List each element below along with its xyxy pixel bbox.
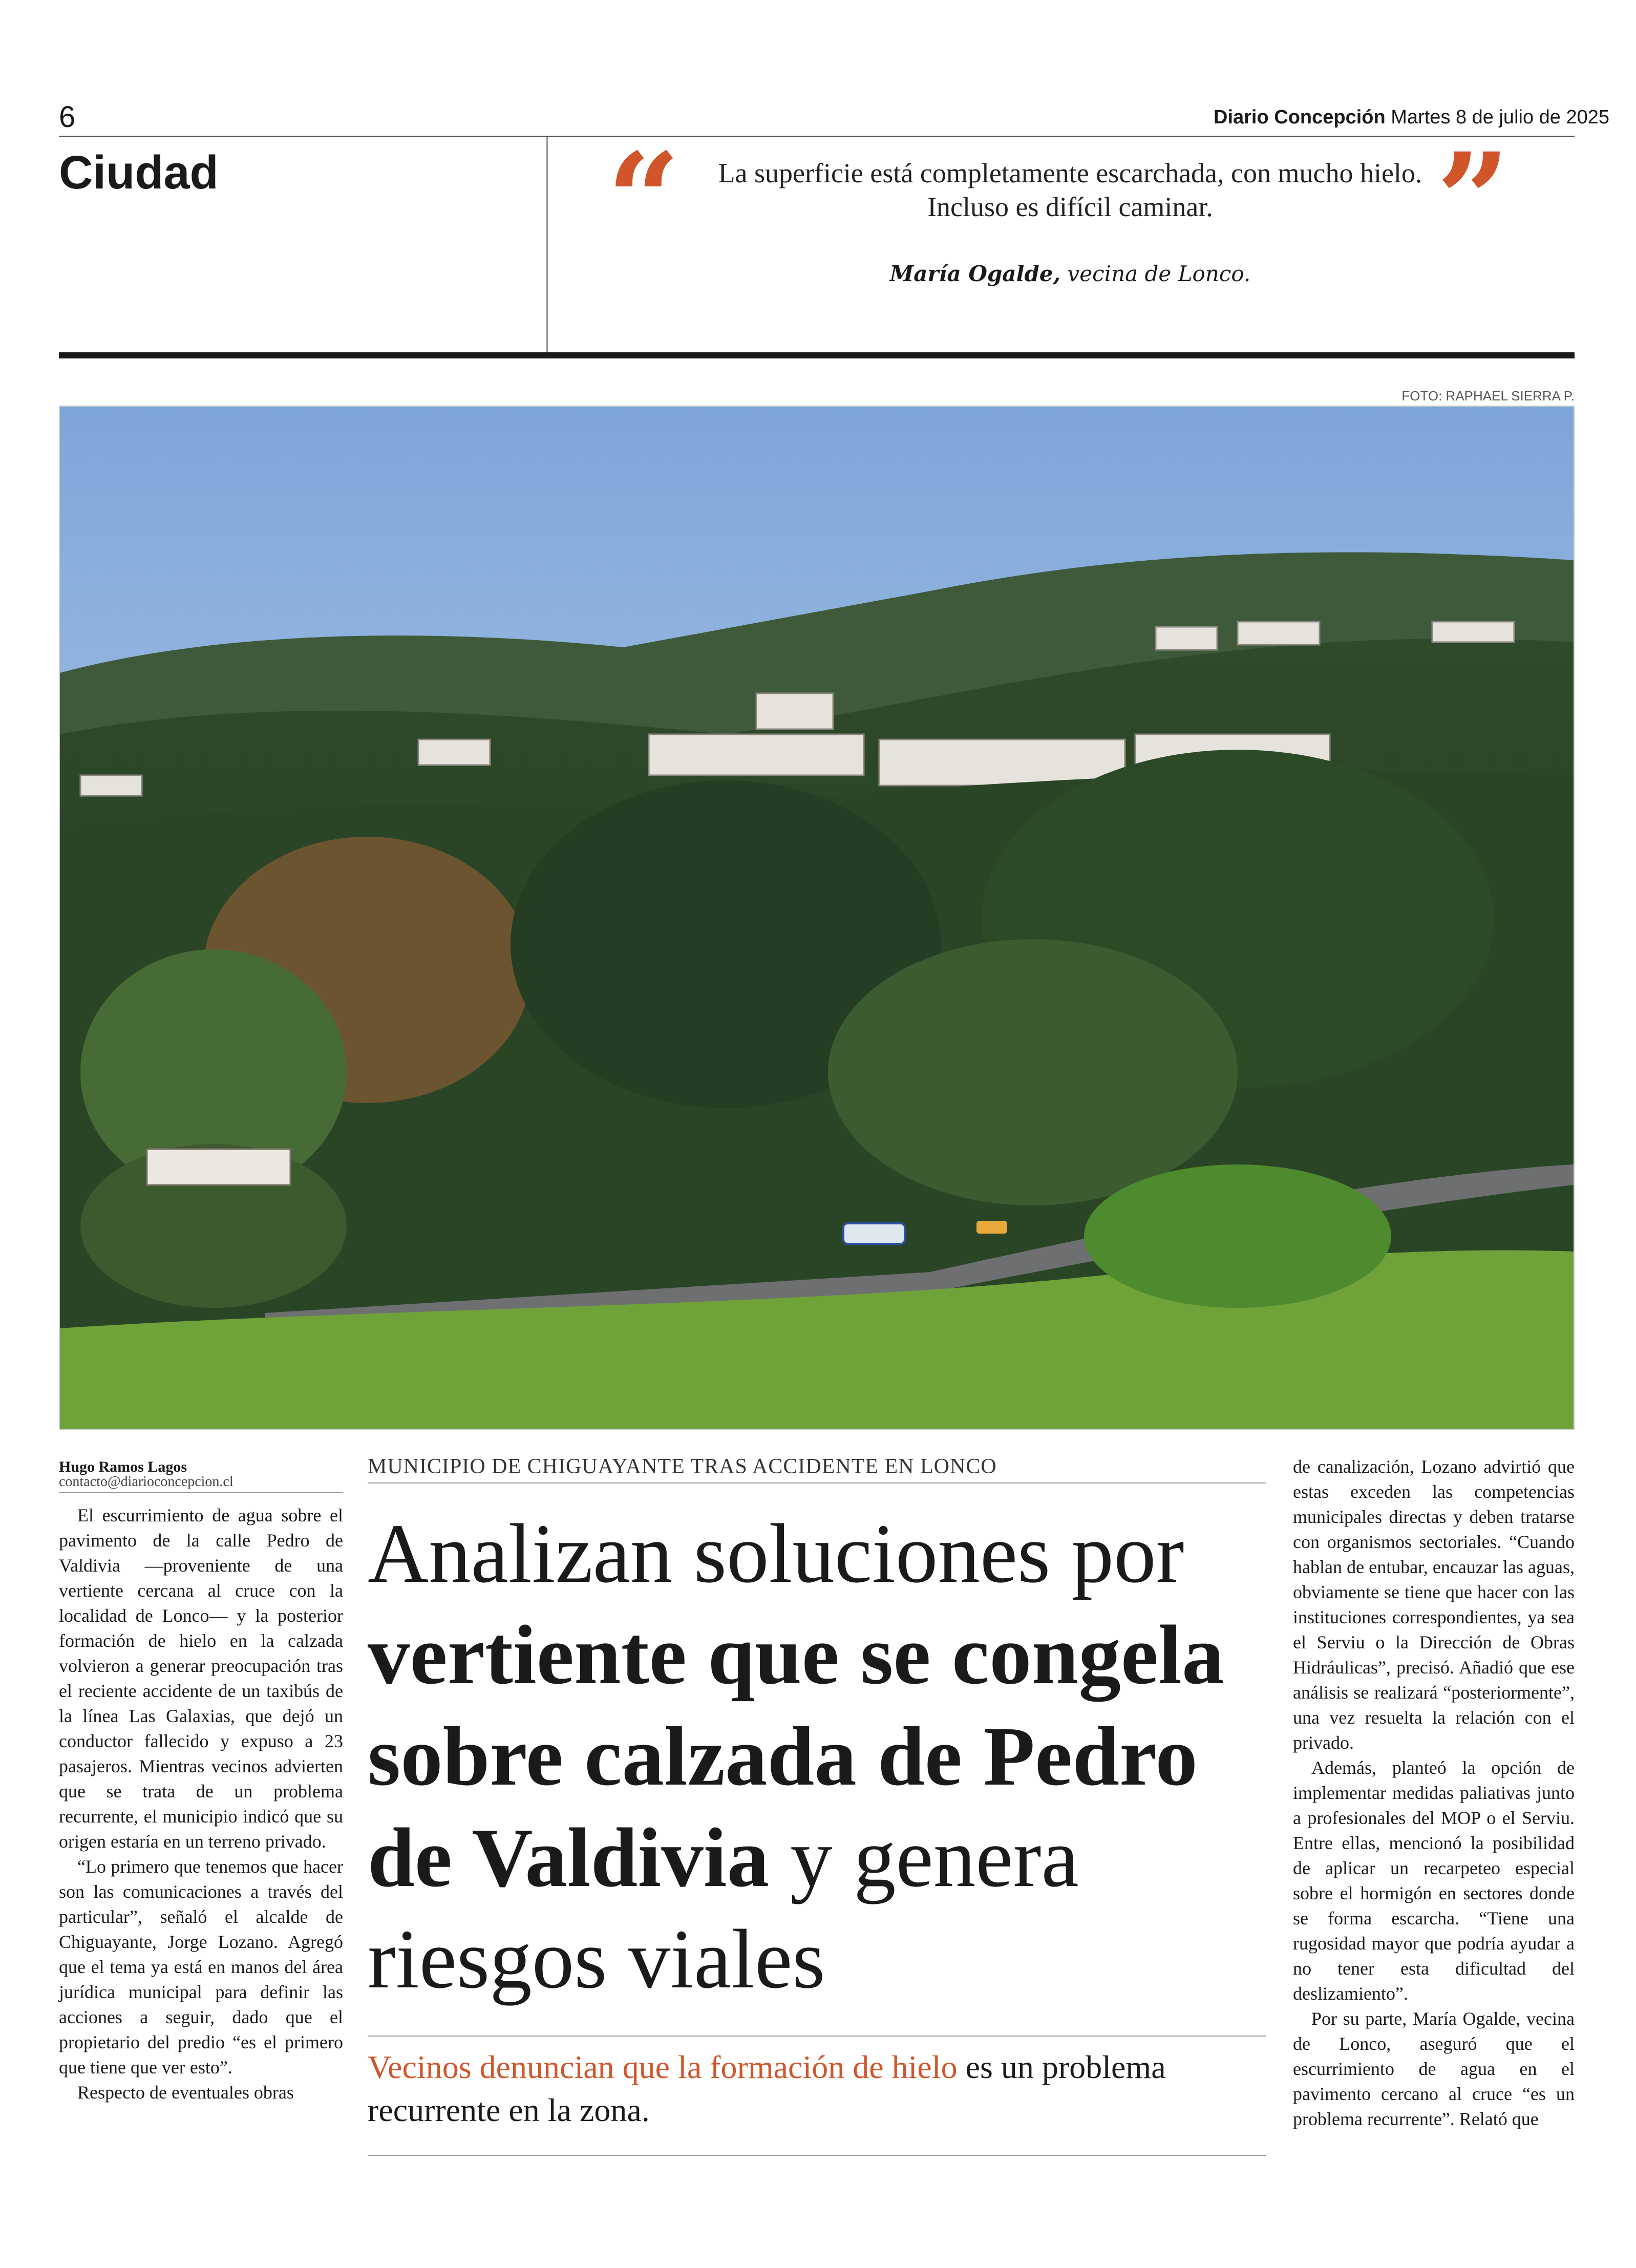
top-rule	[59, 136, 1575, 137]
headline-part-1: Analizan soluciones por	[368, 1507, 1184, 1600]
quote-speaker-role: vecina de Lonco.	[1067, 261, 1251, 286]
byline-email: contacto@diarioconcepcion.cl	[59, 1474, 233, 1490]
section-title: Ciudad	[59, 146, 219, 199]
headline	[368, 1503, 1277, 2010]
quote-open-mark-icon: “	[607, 124, 681, 275]
quote-close-mark-icon: ”	[1436, 124, 1510, 275]
newspaper-name: Diario Concepción	[1214, 107, 1386, 128]
quote-attribution	[696, 261, 1444, 286]
paragraph: “Lo primero que tenemos que hacer son las comunicaciones a través del particular”, señaló el alcalde de Chiguayante, Jorge Lozano. Agregó que el tema ya está en manos del área jurídica municipal para definir las acciones a seguir, dado que el propietario del predio “es el primero que tiene que ver esto”.	[59, 1856, 343, 2078]
photo-credit: FOTO: RAPHAEL SIERRA P.	[1401, 388, 1575, 404]
deck-accent: Vecinos denuncian que la formación de hielo	[368, 2049, 958, 2085]
masthead-line	[1214, 107, 1610, 129]
kicker: MUNICIPIO DE CHIGUAYANTE TRAS ACCIDENTE EN LONCO	[368, 1455, 997, 1478]
pull-quote	[696, 156, 1444, 224]
page-number: 6	[59, 100, 76, 134]
paragraph: Respecto de eventuales obras	[77, 2082, 294, 2103]
quote-speaker: María Ogalde,	[889, 261, 1061, 286]
header-thick-rule	[59, 352, 1575, 358]
deck-rule-top	[368, 2036, 1266, 2037]
deck-rest: es un problema recurrente en la zona.	[368, 2049, 1166, 2128]
header-divider	[546, 137, 548, 352]
article-column-1	[59, 1503, 343, 2105]
byline-author: Hugo Ramos Lagos	[59, 1458, 187, 1475]
paragraph: de canalización, Lozano advirtió que estas exceden las competencias municipales directas y deben tratarse con organismos sectoriales. “Cuando hablan de entubar, encauzar las aguas, obviamente se tiene que hacer con las instituciones correspondientes, ya sea el Serviu o la Dirección de Obras Hidráulicas”, precisó. Añadió que ese análisis se realizará “posteriormente”, una vez resuelta la relación con el privado.	[1293, 1456, 1575, 1753]
hillside-landscape-illustration	[60, 407, 1574, 1429]
pull-quote-line-1: La superficie está completamente escarchada, con mucho hielo.	[718, 158, 1422, 188]
deck	[368, 2046, 1266, 2132]
paragraph: Además, planteó la opción de implementar medidas paliativas junto a profesionales del MOP o el Serviu. Entre ellas, mencionó la posibilidad de aplicar un recarpeteo especial sobre el hormigón en sectores donde se forma escarcha. “Tiene una rugosidad mayor que podría ayudar a no tener esta dificultad del deslizamiento”.	[1293, 1757, 1575, 2004]
headline-bold: vertiente que se congela sobre calzada de Pedro de Valdivia	[368, 1608, 1224, 1904]
pull-quote-line-2: Incluso es difícil caminar.	[927, 192, 1213, 222]
deck-rule-bottom	[368, 2155, 1266, 2156]
kicker-rule	[368, 1482, 1266, 1483]
paragraph: El escurrimiento de agua sobre el pavimento de la calle Pedro de Valdivia —proveniente de una vertiente cercana al cruce con la localidad de Lonco— y la posterior formación de hielo en la calzada volvieron a generar preocupación tras el reciente accidente de un taxibús de la línea Las Galaxias, que dejó un conductor fallecido y expuso a 23 pasajeros. Mientras vecinos advierten que se trata de un problema recurrente, el municipio indicó que su origen estaría en un terreno privado.	[59, 1505, 343, 1852]
article-column-3	[1293, 1454, 1575, 2132]
issue-date: Martes 8 de julio de 2025	[1391, 107, 1610, 128]
paragraph: Por su parte, María Ogalde, vecina de Lonco, aseguró que el escurrimiento de agua en el pavimento cercano al cruce “es un problema recurrente”. Relató que	[1293, 2008, 1575, 2129]
headline-part-2: y genera riesgos viales	[368, 1811, 1079, 2006]
news-photo	[59, 406, 1575, 1430]
byline-rule	[59, 1492, 343, 1493]
